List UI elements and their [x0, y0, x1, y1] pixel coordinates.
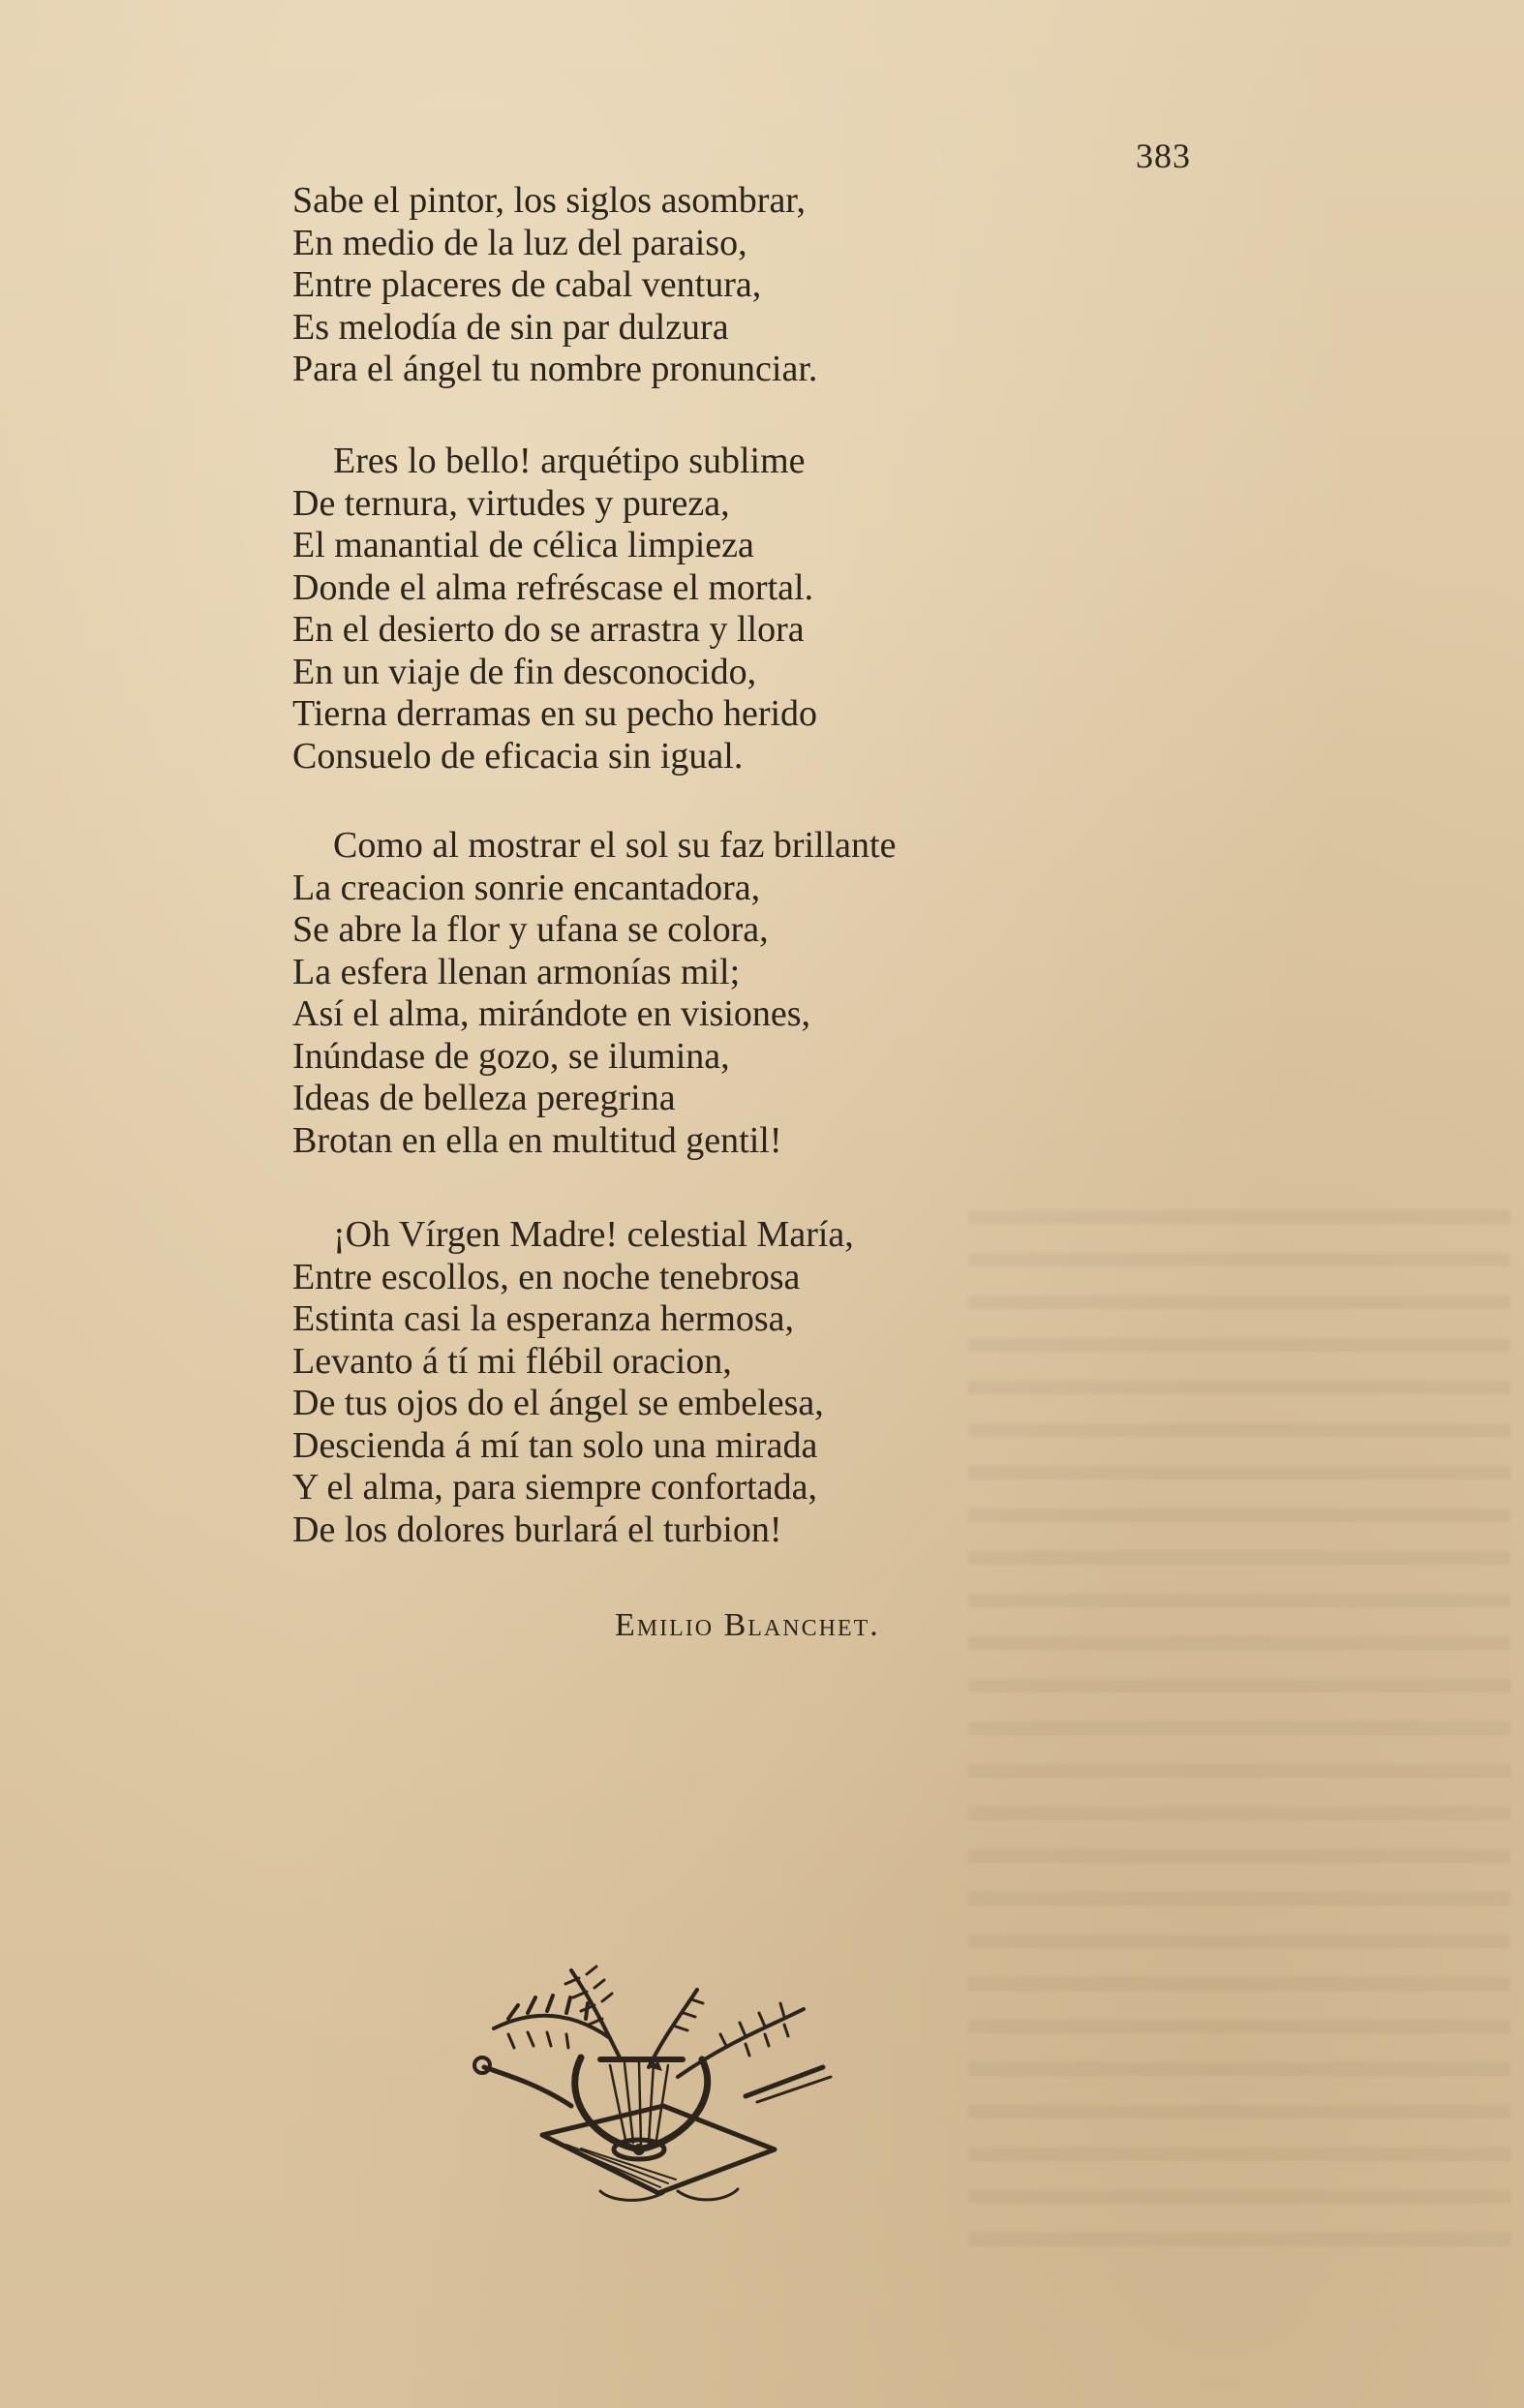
poem-line: Entre placeres de cabal ventura, [292, 264, 762, 305]
lyre-ornament-icon [455, 1951, 842, 2208]
poem-line: El manantial de célica limpieza [292, 525, 754, 565]
poem-line: Consuelo de eficacia sin igual. [292, 735, 744, 777]
poem-line: Se abre la flor y ufana se colora, [292, 909, 769, 950]
poem-line: Brotan en ella en multitud gentil! [292, 1119, 782, 1161]
poem-line: Como al mostrar el sol su faz brillante [333, 825, 897, 866]
poem-line: Sabe el pintor, los siglos asombrar, [292, 180, 806, 221]
stanza-3 [292, 825, 1067, 1162]
stanza-1 [292, 180, 1067, 391]
poem-line: ¡Oh Vírgen Madre! celestial María, [333, 1214, 854, 1255]
poem-line: En medio de la luz del paraiso, [292, 222, 747, 263]
poem-line: Descienda á mí tan solo una mirada [292, 1424, 818, 1466]
poem-line: Donde el alma refréscase el mortal. [292, 566, 814, 608]
page-number: 383 [1136, 137, 1191, 175]
poem-line: La esfera llenan armonías mil; [292, 951, 741, 992]
stanza-2 [292, 441, 1067, 777]
poem-line: Entre escollos, en noche tenebrosa [292, 1256, 801, 1297]
stanza-4 [292, 1214, 1067, 1551]
poem-line: Inúndase de gozo, se ilumina, [292, 1035, 730, 1077]
poem-line: De los dolores burlará el turbion! [292, 1509, 782, 1550]
poem-line: Así el alma, mirándote en visiones, [292, 993, 811, 1034]
poem-line: Ideas de belleza peregrina [292, 1078, 676, 1118]
poem-line: En un viaje de fin desconocido, [292, 651, 757, 692]
poem-line: Tierna derramas en su pecho herido [292, 693, 818, 734]
poem-line: La creacion sonrie encantadora, [292, 867, 761, 908]
poem-line: De tus ojos do el ángel se embelesa, [292, 1383, 824, 1423]
poem-line: Y el alma, para siempre confortada, [292, 1467, 817, 1508]
poem-line: Eres lo bello! arquétipo sublime [333, 441, 806, 481]
poem-line: Es melodía de sin par dulzura [292, 306, 729, 348]
poem-line: Para el ángel tu nombre pronunciar. [292, 349, 818, 389]
poem-line: De ternura, virtudes y pureza, [292, 482, 730, 524]
poem-line: Estinta casi la esperanza hermosa, [292, 1298, 795, 1339]
author-signature: Emilio Blanchet. [615, 1607, 880, 1643]
poem-line: Levanto á tí mi flébil oracion, [292, 1340, 732, 1382]
poem-line: En el desierto do se arrastra y llora [292, 609, 805, 650]
